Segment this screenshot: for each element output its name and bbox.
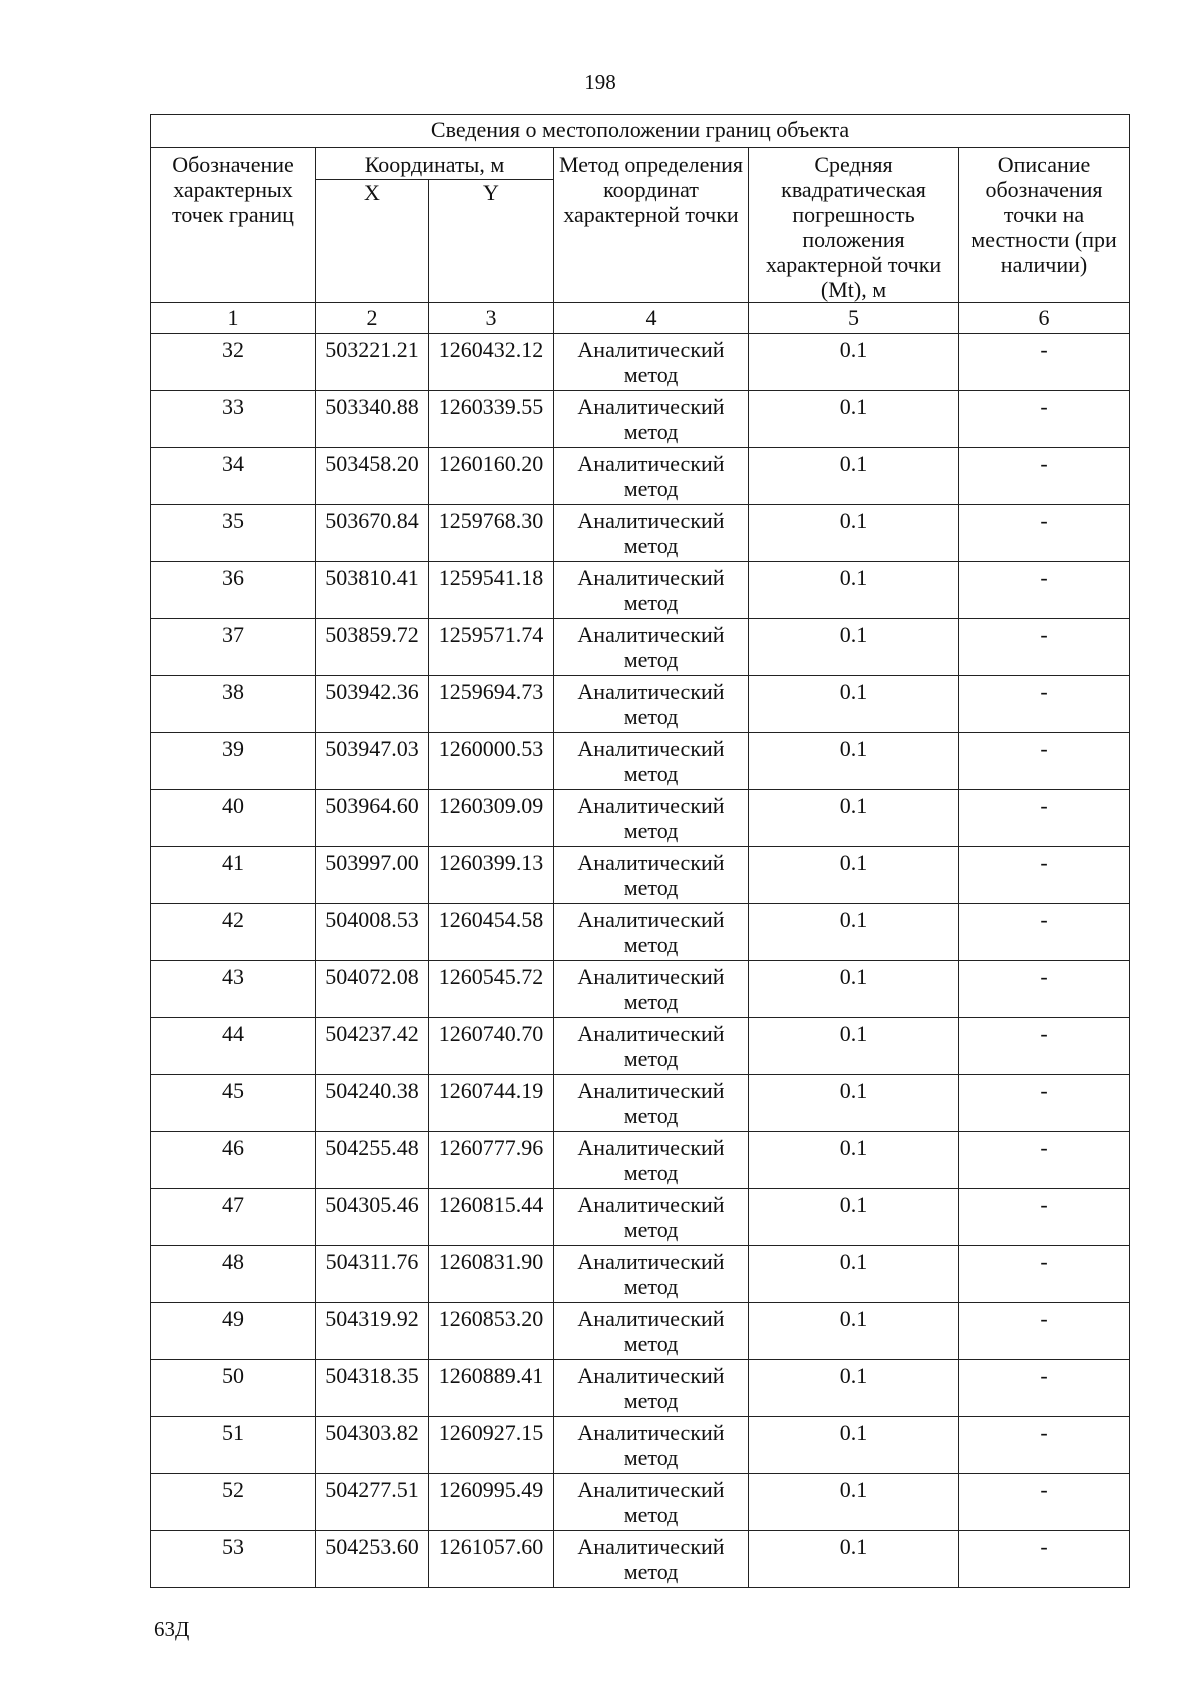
cell-accuracy: 0.1 [749, 1246, 959, 1303]
cell-point: 35 [151, 505, 316, 562]
cell-point: 34 [151, 448, 316, 505]
cell-accuracy: 0.1 [749, 391, 959, 448]
cell-x: 503947.03 [316, 733, 429, 790]
column-number: 1 [151, 303, 316, 334]
cell-accuracy: 0.1 [749, 1417, 959, 1474]
cell-accuracy: 0.1 [749, 1303, 959, 1360]
table-title-row [151, 115, 1130, 148]
cell-method: Аналитический метод [554, 904, 749, 961]
cell-x: 503942.36 [316, 676, 429, 733]
cell-y: 1260399.13 [429, 847, 554, 904]
cell-y: 1260432.12 [429, 334, 554, 391]
table-row [151, 1075, 1130, 1132]
column-number: 2 [316, 303, 429, 334]
cell-accuracy: 0.1 [749, 1075, 959, 1132]
column-number-row [151, 303, 1130, 334]
cell-x: 504240.38 [316, 1075, 429, 1132]
cell-y: 1261057.60 [429, 1531, 554, 1588]
cell-method: Аналитический метод [554, 1075, 749, 1132]
cell-description: - [959, 448, 1130, 505]
cell-description: - [959, 1531, 1130, 1588]
cell-y: 1259768.30 [429, 505, 554, 562]
cell-point: 37 [151, 619, 316, 676]
cell-accuracy: 0.1 [749, 1531, 959, 1588]
header-row [151, 148, 1130, 180]
cell-method: Аналитический метод [554, 391, 749, 448]
cell-x: 503670.84 [316, 505, 429, 562]
cell-method: Аналитический метод [554, 1018, 749, 1075]
cell-point: 39 [151, 733, 316, 790]
cell-description: - [959, 676, 1130, 733]
cell-y: 1260815.44 [429, 1189, 554, 1246]
cell-x: 503859.72 [316, 619, 429, 676]
cell-accuracy: 0.1 [749, 961, 959, 1018]
cell-description: - [959, 961, 1130, 1018]
cell-x: 504277.51 [316, 1474, 429, 1531]
cell-accuracy: 0.1 [749, 1018, 959, 1075]
cell-point: 46 [151, 1132, 316, 1189]
header-y: Y [429, 180, 554, 303]
cell-description: - [959, 1360, 1130, 1417]
table-row [151, 1303, 1130, 1360]
table-row [151, 904, 1130, 961]
cell-y: 1260927.15 [429, 1417, 554, 1474]
table-row [151, 1474, 1130, 1531]
cell-x: 504318.35 [316, 1360, 429, 1417]
header-point: Обозначение характерных точек границ [151, 148, 316, 303]
cell-description: - [959, 505, 1130, 562]
cell-x: 504319.92 [316, 1303, 429, 1360]
cell-description: - [959, 391, 1130, 448]
cell-x: 504305.46 [316, 1189, 429, 1246]
cell-method: Аналитический метод [554, 1360, 749, 1417]
cell-accuracy: 0.1 [749, 1132, 959, 1189]
cell-method: Аналитический метод [554, 1417, 749, 1474]
table-row [151, 1189, 1130, 1246]
cell-accuracy: 0.1 [749, 562, 959, 619]
cell-method: Аналитический метод [554, 847, 749, 904]
cell-method: Аналитический метод [554, 448, 749, 505]
header-coordinates: Координаты, м [316, 148, 554, 180]
cell-point: 47 [151, 1189, 316, 1246]
table-row [151, 391, 1130, 448]
cell-y: 1260545.72 [429, 961, 554, 1018]
cell-method: Аналитический метод [554, 1303, 749, 1360]
cell-x: 504311.76 [316, 1246, 429, 1303]
table-row [151, 562, 1130, 619]
cell-accuracy: 0.1 [749, 676, 959, 733]
header-x: X [316, 180, 429, 303]
cell-method: Аналитический метод [554, 961, 749, 1018]
table-row [151, 448, 1130, 505]
header-accuracy: Средняя квадратическая погрешность положения характерной точки (Mt), м [749, 148, 959, 303]
cell-y: 1260309.09 [429, 790, 554, 847]
table-row [151, 505, 1130, 562]
cell-description: - [959, 733, 1130, 790]
cell-method: Аналитический метод [554, 1531, 749, 1588]
table-row [151, 961, 1130, 1018]
table-row [151, 619, 1130, 676]
cell-accuracy: 0.1 [749, 1474, 959, 1531]
cell-point: 43 [151, 961, 316, 1018]
cell-accuracy: 0.1 [749, 790, 959, 847]
cell-point: 38 [151, 676, 316, 733]
cell-accuracy: 0.1 [749, 448, 959, 505]
cell-point: 48 [151, 1246, 316, 1303]
cell-point: 53 [151, 1531, 316, 1588]
header-method: Метод определения координат характерной точки [554, 148, 749, 303]
table-row [151, 1417, 1130, 1474]
cell-point: 50 [151, 1360, 316, 1417]
cell-description: - [959, 904, 1130, 961]
cell-point: 42 [151, 904, 316, 961]
cell-description: - [959, 1246, 1130, 1303]
cell-method: Аналитический метод [554, 1246, 749, 1303]
cell-method: Аналитический метод [554, 505, 749, 562]
cell-point: 52 [151, 1474, 316, 1531]
cell-description: - [959, 1018, 1130, 1075]
cell-x: 504255.48 [316, 1132, 429, 1189]
cell-point: 32 [151, 334, 316, 391]
cell-point: 33 [151, 391, 316, 448]
cell-method: Аналитический метод [554, 1189, 749, 1246]
cell-x: 503221.21 [316, 334, 429, 391]
cell-x: 503340.88 [316, 391, 429, 448]
cell-point: 41 [151, 847, 316, 904]
cell-description: - [959, 847, 1130, 904]
table-row [151, 1246, 1130, 1303]
cell-y: 1260744.19 [429, 1075, 554, 1132]
header-description: Описание обозначения точки на местности (при наличии) [959, 148, 1130, 303]
cell-x: 503458.20 [316, 448, 429, 505]
column-number: 3 [429, 303, 554, 334]
cell-description: - [959, 1303, 1130, 1360]
column-number: 4 [554, 303, 749, 334]
cell-x: 503964.60 [316, 790, 429, 847]
cell-x: 504237.42 [316, 1018, 429, 1075]
cell-accuracy: 0.1 [749, 334, 959, 391]
cell-description: - [959, 1132, 1130, 1189]
cell-description: - [959, 1189, 1130, 1246]
cell-y: 1260853.20 [429, 1303, 554, 1360]
table-row [151, 334, 1130, 391]
cell-y: 1260995.49 [429, 1474, 554, 1531]
cell-x: 504253.60 [316, 1531, 429, 1588]
cell-description: - [959, 334, 1130, 391]
cell-accuracy: 0.1 [749, 1189, 959, 1246]
cell-accuracy: 0.1 [749, 619, 959, 676]
cell-y: 1260740.70 [429, 1018, 554, 1075]
cell-method: Аналитический метод [554, 676, 749, 733]
cell-y: 1260454.58 [429, 904, 554, 961]
cell-method: Аналитический метод [554, 733, 749, 790]
cell-method: Аналитический метод [554, 790, 749, 847]
column-number: 5 [749, 303, 959, 334]
cell-accuracy: 0.1 [749, 1360, 959, 1417]
cell-method: Аналитический метод [554, 334, 749, 391]
table-row [151, 847, 1130, 904]
cell-x: 503997.00 [316, 847, 429, 904]
cell-method: Аналитический метод [554, 562, 749, 619]
cell-y: 1260160.20 [429, 448, 554, 505]
cell-description: - [959, 1075, 1130, 1132]
cell-description: - [959, 790, 1130, 847]
column-number: 6 [959, 303, 1130, 334]
cell-description: - [959, 562, 1130, 619]
cell-y: 1260777.96 [429, 1132, 554, 1189]
cell-x: 503810.41 [316, 562, 429, 619]
cell-y: 1260831.90 [429, 1246, 554, 1303]
page-number: 198 [584, 70, 616, 94]
cell-accuracy: 0.1 [749, 505, 959, 562]
table-row [151, 676, 1130, 733]
cell-y: 1259571.74 [429, 619, 554, 676]
cell-x: 504072.08 [316, 961, 429, 1018]
table-row [151, 1018, 1130, 1075]
cell-y: 1259694.73 [429, 676, 554, 733]
table-row [151, 1132, 1130, 1189]
footer-code: 63Д [154, 1617, 190, 1641]
table-row [151, 733, 1130, 790]
cell-y: 1259541.18 [429, 562, 554, 619]
cell-point: 49 [151, 1303, 316, 1360]
cell-point: 44 [151, 1018, 316, 1075]
table-row [151, 790, 1130, 847]
boundary-coordinates-table [150, 114, 1130, 1588]
cell-method: Аналитический метод [554, 1132, 749, 1189]
cell-method: Аналитический метод [554, 619, 749, 676]
table-title: Сведения о местоположении границ объекта [151, 115, 1130, 148]
cell-description: - [959, 1417, 1130, 1474]
cell-description: - [959, 619, 1130, 676]
cell-description: - [959, 1474, 1130, 1531]
cell-accuracy: 0.1 [749, 847, 959, 904]
cell-point: 36 [151, 562, 316, 619]
cell-point: 40 [151, 790, 316, 847]
cell-point: 51 [151, 1417, 316, 1474]
cell-y: 1260000.53 [429, 733, 554, 790]
cell-x: 504008.53 [316, 904, 429, 961]
cell-x: 504303.82 [316, 1417, 429, 1474]
cell-y: 1260339.55 [429, 391, 554, 448]
cell-point: 45 [151, 1075, 316, 1132]
cell-accuracy: 0.1 [749, 904, 959, 961]
cell-y: 1260889.41 [429, 1360, 554, 1417]
cell-accuracy: 0.1 [749, 733, 959, 790]
table-row [151, 1360, 1130, 1417]
cell-method: Аналитический метод [554, 1474, 749, 1531]
table-row [151, 1531, 1130, 1588]
